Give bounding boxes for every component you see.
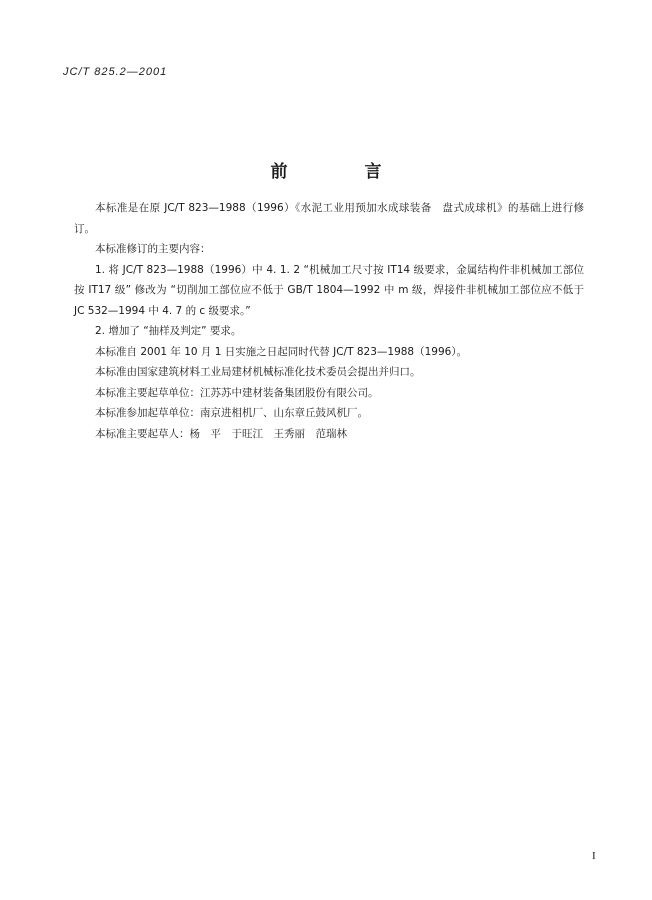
paragraph-drafters: 本标准主要起草人：杨 平 于旺江 王秀丽 范瑞林 <box>95 427 347 440</box>
foreword-body <box>74 198 584 444</box>
paragraph-main-drafter-unit: 本标准主要起草单位：江苏苏中建材装备集团股份有限公司。 <box>95 386 379 399</box>
paragraph-revision-basis: 本标准是在原 JC/T 823—1988（1996）《水泥工业用预加水成球装备 盘式成球机》的基础上进行修订。 <box>74 202 584 235</box>
paragraph-effective-date: 本标准自 2001 年 10 月 1 日实施之日起同时代替 JC/T 823—1988（1996）。 <box>95 345 468 358</box>
page-number: I <box>592 850 596 862</box>
paragraph-participating-units: 本标准参加起草单位：南京进相机厂、山东章丘鼓风机厂。 <box>95 407 368 419</box>
paragraph-change-1: 1. 将 JC/T 823—1988（1996）中 4. 1. 2 “机械加工尺寸按 IT14 级要求，金属结构件非机械加工部位按 IT17 级” 修改为 “切削加工部位应不低于 GB/T 1804—1992 中 m 级，焊接件非机械加工部位应不低于 JC 532—1994 中 4. 7 的 c 级要求。” <box>74 263 584 317</box>
paragraph-proposer: 本标准由国家建筑材料工业局建材机械标准化技术委员会提出并归口。 <box>95 366 421 378</box>
paragraph-main-changes-heading: 本标准修订的主要内容： <box>95 243 211 255</box>
standard-code: JC/T 825.2—2001 <box>63 66 168 78</box>
paragraph-change-2: 2. 增加了 “抽样及判定” 要求。 <box>95 325 242 337</box>
page-title: 前 言 <box>270 162 412 182</box>
